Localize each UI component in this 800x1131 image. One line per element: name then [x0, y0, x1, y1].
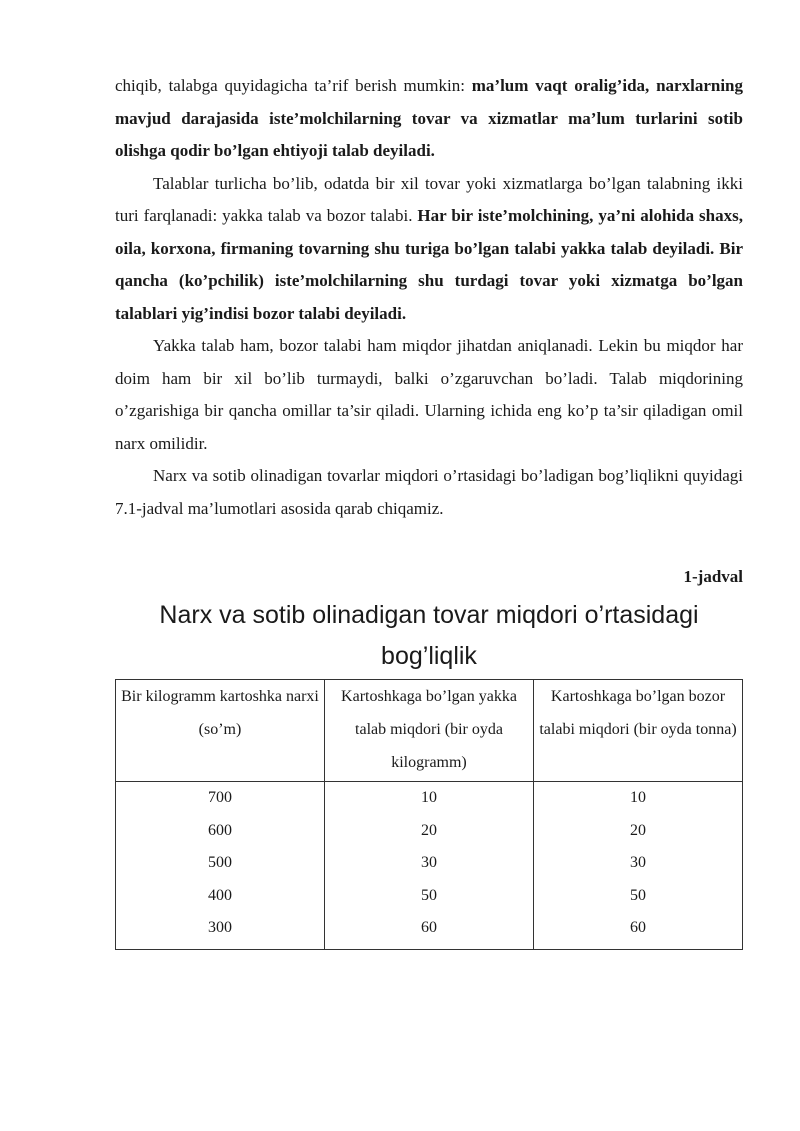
table-title: Narx va sotib olinadigan tovar miqdori o’rtasidagi bog’liqlik — [159, 601, 699, 670]
price-column — [116, 782, 325, 950]
table-cell: 300 — [208, 919, 232, 936]
paragraph-1-text: chiqib, talabga quyidagicha ta’rif berish mumkin: — [115, 76, 472, 95]
paragraph-1 — [115, 70, 743, 168]
table-cell: 500 — [208, 854, 232, 871]
table-cell: 30 — [630, 854, 646, 871]
paragraph-3: Yakka talab ham, bozor talabi ham miqdor jihatdan aniqlanadi. Lekin bu miqdor har doim ham bir xil bo’lib turmaydi, balki o’zgaruvchan bo’ladi. Talab miqdorining o’zgarishiga bir qancha omillar ta’sir qiladi. Ularning ichida eng ko’p ta’sir qiladigan omil narx omilidir. — [115, 336, 743, 453]
paragraph-4: Narx va sotib olinadigan tovarlar miqdori o’rtasidagi bo’ladigan bog’liqlikni quyidagi 7.1-jadval ma’lumotlari asosida qarab chiqamiz. — [115, 466, 743, 518]
header-individual-demand: Kartoshkaga bo’lgan yakka talab miqdori (bir oyda kilogramm) — [325, 680, 534, 782]
paragraph-2 — [115, 168, 743, 331]
table-cell: 60 — [630, 919, 646, 936]
table-cell: 50 — [630, 886, 646, 904]
table-cell: 10 — [421, 789, 437, 806]
table-cell: 700 — [208, 789, 232, 806]
data-table — [115, 679, 743, 950]
paragraph-2-definition: Har bir iste’molchining, ya’ni alohida shaxs, oila, korxona, firmaning tovarning shu turiga bo’lgan talabi yakka talab deyiladi. Bir qancha (ko’pchilik) iste’molchilarning shu turdagi tovar yoki xizmatga bo’lgan talablari yig’indisi bozor talabi deyiladi. — [115, 206, 743, 323]
table-cell: 10 — [630, 789, 646, 806]
document-page — [115, 70, 743, 950]
table-cell: 20 — [630, 821, 646, 839]
header-price: Bir kilogramm kartoshka narxi (so’m) — [116, 680, 325, 782]
table-cell: 600 — [208, 821, 232, 839]
header-market-demand: Kartoshkaga bo’lgan bozor talabi miqdori (bir oyda tonna) — [534, 680, 743, 782]
table-cell: 60 — [421, 919, 437, 936]
table-cell: 50 — [421, 886, 437, 904]
individual-demand-column — [325, 782, 534, 950]
table-row — [116, 782, 743, 950]
table-header-row — [116, 680, 743, 782]
table-cell: 20 — [421, 821, 437, 839]
market-demand-column — [534, 782, 743, 950]
paragraph-1-definition: ma’lum vaqt oralig’ida, narxlarning mavjud darajasida iste’molchilarning tovar va xizmatlar ma’lum turlarini sotib olishga qodir bo’lgan ehtiyoji talab deyiladi. — [115, 76, 743, 160]
paragraph-2-text: Talablar turlicha bo’lib, odatda bir xil tovar yoki xizmatlarga bo’lgan talabning ikki turi farqlanadi: yakka talab va bozor talabi. — [115, 173, 743, 225]
table-cell: 30 — [421, 854, 437, 871]
table-label: 1-jadval — [683, 567, 743, 586]
table-cell: 400 — [208, 886, 232, 904]
